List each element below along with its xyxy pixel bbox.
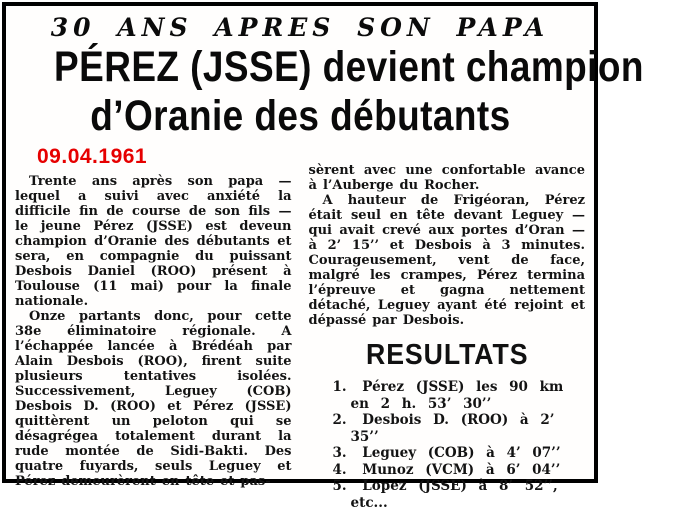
result-rank-5: 5. [332, 478, 347, 495]
result-text-4: Munoz (VCM) à 6’ 04’’ [362, 461, 561, 478]
result-rank-2: 2. [332, 412, 347, 429]
body-paragraph-3: sèrent avec une confortable avance à l’Auberge du Rocher. [308, 163, 585, 194]
article-column-left [15, 144, 292, 511]
result-text-2: Desbois D. (ROO) à 2’ 35’’ [350, 412, 555, 445]
result-item-3 [315, 445, 586, 462]
article-body [6, 144, 594, 511]
body-paragraph-1: Trente ans après son papa — lequel a suivi avec anxiété la difficile fin de course de son fils — le jeune Pérez (JSSE) est deveun champion d’Oranie des débutants et sera, en compagnie du puissant Desbois Daniel (ROO) présent à Toulouse (11 mai) pour la finale nationale. [15, 174, 292, 310]
result-text-3: Leguey (COB) à 4’ 07’’ [362, 445, 561, 462]
result-rank-4: 4. [332, 461, 347, 478]
result-rank-1: 1. [332, 379, 347, 396]
body-paragraph-4: A hauteur de Frigéoran, Pérez était seul en tête devant Leguey — qui avait crevé aux portes d’Oran — à 2’ 15’’ et Desbois à 3 minutes. Courageusement, vent de face, malgré les crampes, Pérez termina l’épreuve et gagna nettement détaché, Leguey ayant été rejoint et dépassé par Desbois. [308, 193, 585, 329]
newspaper-clipping-frame [2, 2, 644, 511]
result-item-5 [315, 478, 586, 511]
kicker-headline: 30 ANS APRES SON PAPA [50, 13, 550, 42]
result-rank-3: 3. [332, 445, 347, 462]
date-overlay: 09.04.1961 [37, 145, 148, 169]
body-paragraph-2: Onze partants donc, pour cette 38e éliminatoire régionale. A l’échappée lancée à Brédéah par Alain Desbois (ROO), firent suite plusieurs tentatives isolées. Successivement, Leguey (COB) Desbois D. (ROO) et Pérez (JSSE) quittèrent un peloton qui se désagrégea totalement durant la rude montée de Sidi-Bakti. Des quatre fuyards, seuls Leguey et Pérez demeurèrent en tête et pas- [15, 309, 292, 490]
result-text-1: Pérez (JSSE) les 90 km en 2 h. 53’ 30’’ [350, 379, 564, 412]
result-item-2 [315, 412, 586, 445]
article-column-right [309, 144, 586, 511]
main-headline-line-2-wrap [6, 92, 594, 141]
result-item-1 [315, 379, 586, 412]
result-text-5: Lopez (JSSE) à 8’ 52’’, etc... [350, 478, 558, 511]
results-list [309, 379, 586, 511]
main-headline-line-1-wrap [6, 43, 644, 92]
main-headline-line-1: PÉREZ (JSSE) devient champion [54, 43, 644, 91]
result-item-4 [315, 462, 586, 479]
results-heading: RESULTATS [365, 339, 528, 372]
main-headline-line-2: d’Oranie des débutants [89, 92, 511, 141]
main-headline [6, 43, 644, 141]
